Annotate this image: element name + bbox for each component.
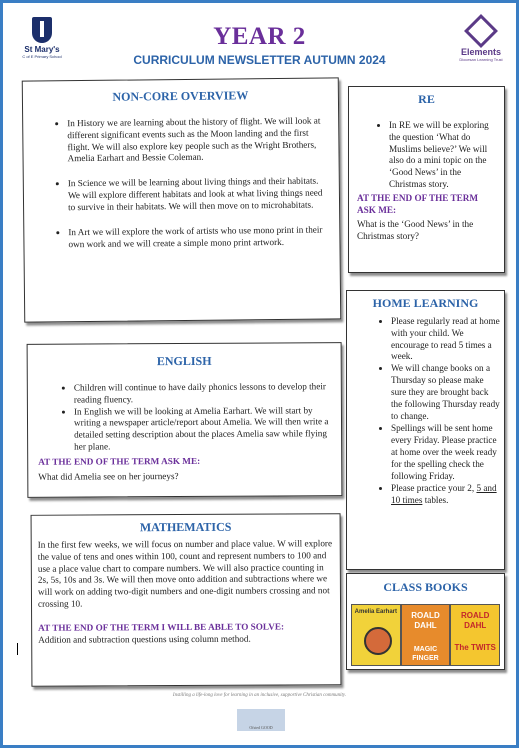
list-item: • In English we will be looking at Amelia Earhart. We will start by writing a newspaper article/report about Amelia. We will then write a detailed setting description about the places Amelia saw while flying her plane.	[74, 405, 333, 454]
english-ask-label: AT THE END OF THE TERM ASK ME:	[38, 456, 201, 468]
mathematics-box	[31, 513, 342, 687]
re-box	[348, 86, 505, 273]
class-books-box	[346, 573, 505, 670]
book-title: The TWITS	[454, 642, 496, 652]
non-core-list	[23, 115, 339, 252]
tables-underlined: 5 and 10 times	[391, 482, 497, 505]
list-item: • In History we are learning about the history of flight. We will look at different significant events such as the Moon landing and the first flight. We will also explore key people such as the Wright Brothers, Amelia Earhart and Bessie Coleman.	[67, 115, 328, 166]
list-item: • Please regularly read at home with your child. We encourage to read 5 times a week.	[391, 316, 500, 364]
english-box	[27, 342, 343, 498]
non-core-heading: NON-CORE OVERVIEW	[112, 88, 249, 104]
re-list	[349, 120, 504, 192]
tables-suffix: tables.	[422, 494, 449, 505]
list-item: • We will change books on a Thursday so please make sure they are brought back the following Thursday ready to change.	[391, 363, 500, 423]
list-item: • In Art we will explore the work of artists who use mono print in their own work and we will create a simple mono print artwork.	[68, 225, 329, 252]
text-cursor	[17, 643, 18, 655]
book-cover-magic-finger	[401, 604, 451, 666]
home-learning-list	[347, 316, 504, 507]
school-logo-tagline: C of E Primary School	[22, 54, 62, 59]
mathematics-body: In the first few weeks, we will focus on number and place value. W will explore the value of tens and ones within 100, count and represent numbers to 100 and use a place value chart to compare numbers. We will also practice counting in 2s, 5s, 10s and 3s. We will then move onto addition and subtractions where we will work on adding two-digit numbers and one-digit numbers crossing and not crossing 10.	[37, 537, 333, 610]
book-author: ROALD DAHL	[411, 610, 440, 630]
non-core-box	[22, 77, 342, 322]
mathematics-heading: MATHEMATICS	[139, 519, 232, 535]
list-item: • Children will continue to have daily phonics lessons to develop their reading fluency.	[74, 381, 333, 406]
re-ask-label: AT THE END OF THE TERM ASK ME:	[357, 193, 479, 216]
list-item: • In Science we will be learning about living things and their habitats. We will explore different habitats and look at what living things need to survive in their habitats. We will then move on to microhabitats.	[68, 176, 329, 215]
page-title: YEAR 2	[213, 23, 306, 50]
page-subtitle: CURRICULUM NEWSLETTER AUTUMN 2024	[133, 53, 386, 67]
tables-prefix: Please practice your 2,	[391, 482, 477, 493]
list-item: • Spellings will be sent home every Friday. Please practice at home over the week ready for the spelling check the following Friday.	[391, 423, 500, 483]
home-learning-box	[346, 290, 505, 570]
re-heading: RE	[418, 92, 435, 106]
re-question: What is the ‘Good News’ in the Christmas story?	[357, 219, 474, 242]
pilot-illustration	[364, 627, 392, 655]
book-title: Amelia Earhart	[354, 608, 398, 615]
english-question: What did Amelia see on her journeys?	[38, 471, 179, 483]
book-author: ROALD DAHL	[460, 610, 490, 630]
ofsted-badge: Ofsted GOOD	[237, 709, 285, 731]
book-cover-amelia	[351, 604, 401, 666]
mathematics-ask-label: AT THE END OF THE TERM I WILL BE ABLE TO SOLVE:	[38, 621, 285, 634]
book-title: MAGIC FINGER	[412, 645, 439, 662]
diamond-icon	[464, 14, 498, 48]
home-learning-heading: HOME LEARNING	[372, 296, 479, 310]
school-logo-name: St Mary's	[24, 45, 60, 54]
book-cover-twits	[450, 604, 500, 666]
english-heading: ENGLISH	[156, 353, 212, 369]
footer-motto: Instilling a life-long love for learning in an inclusive, supportive Christian community.	[172, 693, 347, 698]
trust-logo	[456, 17, 506, 62]
list-item	[391, 483, 500, 507]
trust-logo-tagline: Diocesan Learning Trust	[459, 57, 503, 62]
trust-logo-name: Elements	[460, 47, 502, 57]
book-covers	[347, 604, 504, 666]
mathematics-answer: Addition and subtraction questions using column method.	[38, 633, 251, 646]
english-list	[28, 381, 341, 454]
class-books-heading: CLASS BOOKS	[383, 580, 468, 594]
list-item: • In RE we will be exploring the question ‘What do Muslims believe?’ We will also do a mini topic on the ‘Good News’ in the Christmas story.	[389, 120, 500, 192]
